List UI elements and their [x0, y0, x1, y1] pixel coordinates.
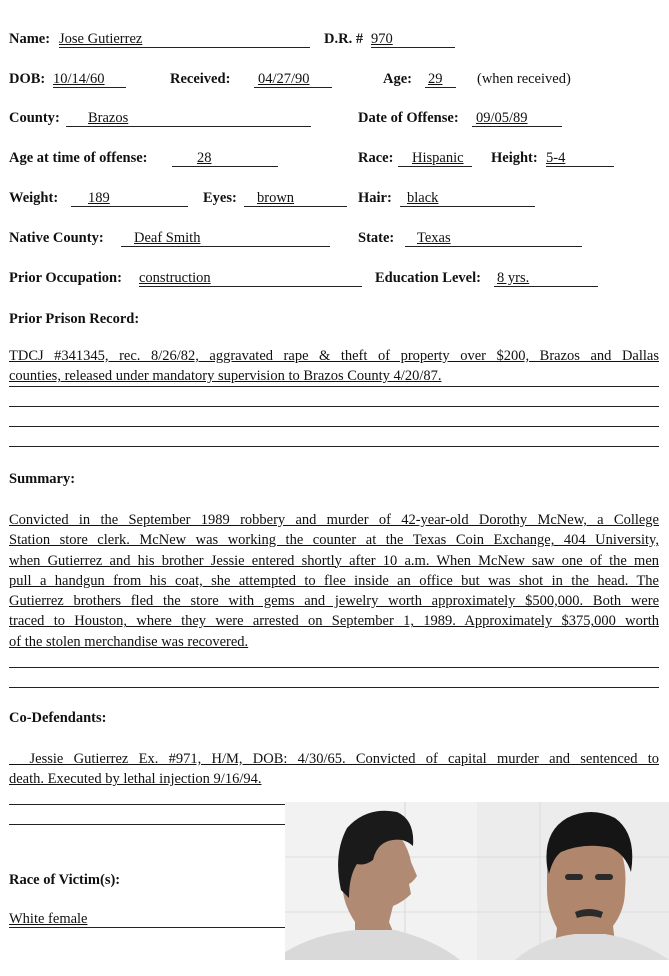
- age-note: (when received): [477, 71, 571, 87]
- codefendants-heading: Co-Defendants:: [9, 710, 107, 726]
- age-value: 29: [428, 71, 443, 87]
- form-line: [9, 687, 659, 688]
- form-line: [9, 804, 285, 805]
- form-line: [9, 406, 659, 407]
- summary-line: traced to Houston, where they were arrested on September 1, 1989. Approximately $375,000 worth: [9, 613, 659, 630]
- race-line: [398, 166, 472, 167]
- received-value: 04/27/90: [258, 71, 310, 87]
- dob-line: [53, 87, 126, 88]
- summary-line: Gutierrez brothers fled the store with gems and jewelry worth approximately $500,000. Both were: [9, 593, 659, 610]
- form-line: [9, 426, 659, 427]
- county-value: Brazos: [88, 110, 129, 126]
- date-offense-value: 09/05/89: [476, 110, 528, 126]
- age-label: Age:: [383, 71, 413, 87]
- eyes-value: brown: [257, 190, 295, 206]
- age-offense-value: 28: [197, 150, 212, 166]
- name-line: [59, 47, 310, 48]
- weight-value: 189: [88, 190, 110, 206]
- occupation-line: [139, 286, 362, 287]
- county-label: County:: [9, 110, 60, 126]
- hair-line: [400, 206, 535, 207]
- height-value: 5-4: [546, 150, 566, 166]
- form-line: [9, 824, 285, 825]
- race-label: Race:: [358, 150, 394, 166]
- summary-line: of the stolen merchandise was recovered.: [9, 633, 249, 650]
- weight-line: [71, 206, 188, 207]
- summary-line: pull a handgun from his coat, she attempted to flee inside an office but was shot in the head. The: [9, 572, 659, 589]
- victim-line: [9, 927, 285, 928]
- prior-record-heading: Prior Prison Record:: [9, 311, 140, 327]
- age-offense-line: [172, 166, 278, 167]
- form-line: [9, 386, 659, 387]
- race-value: Hispanic: [412, 150, 464, 166]
- codefendants-line: Jessie Gutierrez Ex. #971, H/M, DOB: 4/30/65. Convicted of capital murder and sentenced to: [9, 751, 659, 767]
- form-line: [9, 446, 659, 447]
- occupation-label: Prior Occupation:: [9, 270, 122, 286]
- education-line: [494, 286, 598, 287]
- dr-line: [371, 47, 455, 48]
- eyes-line: [244, 206, 347, 207]
- prior-record-line: counties, released under mandatory supervision to Brazos County 4/20/87.: [9, 368, 442, 385]
- dob-value: 10/14/60: [53, 71, 105, 87]
- prior-record-text: [9, 346, 659, 387]
- weight-label: Weight:: [9, 190, 59, 206]
- name-label: Name:: [9, 31, 51, 47]
- native-county-label: Native County:: [9, 230, 104, 246]
- received-label: Received:: [170, 71, 231, 87]
- native-county-value: Deaf Smith: [134, 230, 201, 246]
- eyes-label: Eyes:: [203, 190, 237, 206]
- native-county-line: [121, 246, 330, 247]
- victim-value: White female: [9, 911, 88, 927]
- age-offense-label: Age at time of offense:: [9, 150, 148, 166]
- dr-value: 970: [371, 31, 393, 47]
- hair-value: black: [407, 190, 439, 206]
- name-value: Jose Gutierrez: [59, 31, 143, 47]
- summary-text: [9, 510, 659, 652]
- height-line: [546, 166, 614, 167]
- height-label: Height:: [491, 150, 538, 166]
- summary-line: Convicted in the September 1989 robbery and murder of 42-year-old Dorothy McNew, a College: [9, 512, 659, 528]
- education-value: 8 yrs.: [497, 270, 530, 286]
- education-label: Education Level:: [375, 270, 481, 286]
- state-value: Texas: [417, 230, 451, 246]
- dr-label: D.R. #: [324, 31, 364, 47]
- state-label: State:: [358, 230, 395, 246]
- codefendants-line: death. Executed by lethal injection 9/16/94.: [9, 771, 262, 788]
- codefendants-text: [9, 749, 659, 790]
- occupation-value: construction: [139, 270, 211, 286]
- received-line: [254, 87, 332, 88]
- inmate-photo: [285, 802, 669, 960]
- summary-heading: Summary:: [9, 471, 76, 487]
- date-offense-line: [472, 126, 562, 127]
- age-line: [425, 87, 456, 88]
- date-offense-label: Date of Offense:: [358, 110, 459, 126]
- victim-heading: Race of Victim(s):: [9, 872, 121, 888]
- summary-line: Station store clerk. McNew was working the counter at the Texas Coin Exchange, 404 University,: [9, 532, 659, 549]
- mugshot-image: [285, 802, 669, 960]
- prior-record-line: TDCJ #341345, rec. 8/26/82, aggravated rape & theft of property over $200, Brazos and Dallas: [9, 348, 659, 364]
- county-line: [66, 126, 311, 127]
- state-line: [405, 246, 582, 247]
- dob-label: DOB:: [9, 71, 46, 87]
- summary-line: when Gutierrez and his brother Jessie entered shortly after 10 a.m. When McNew saw one of the men: [9, 552, 659, 569]
- hair-label: Hair:: [358, 190, 392, 206]
- form-line: [9, 667, 659, 668]
